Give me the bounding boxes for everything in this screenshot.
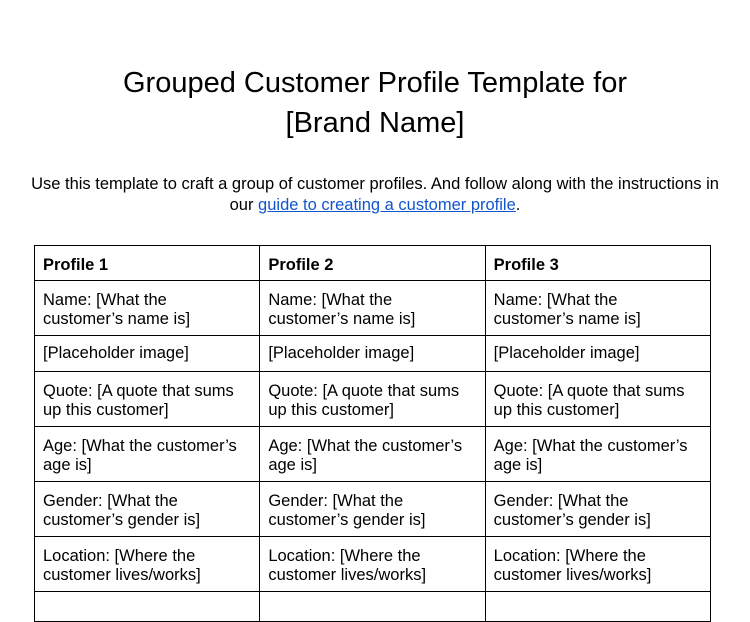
table-cell[interactable]: Age: [What the customer’s age is] xyxy=(485,427,710,482)
intro-text-end: . xyxy=(515,196,521,214)
table-cell[interactable]: Gender: [What the customer’s gender is] xyxy=(485,482,710,537)
page-title-line-1: Grouped Customer Profile Template for xyxy=(123,67,627,100)
page-title xyxy=(0,63,750,143)
table-cell[interactable]: [Placeholder image] xyxy=(485,336,710,372)
table-cell[interactable]: [Placeholder image] xyxy=(260,336,485,372)
table-cell[interactable]: Name: [What the customer’s name is] xyxy=(35,281,260,336)
table-header-row xyxy=(35,246,711,281)
page-title-line-2: [Brand Name] xyxy=(285,107,465,140)
table-cell[interactable]: Gender: [What the customer’s gender is] xyxy=(35,482,260,537)
table-cell[interactable] xyxy=(35,592,260,622)
table-cell[interactable]: Gender: [What the customer’s gender is] xyxy=(260,482,485,537)
header-cell-profile-2[interactable]: Profile 2 xyxy=(260,246,485,281)
table-cell[interactable]: Quote: [A quote that sums up this customer] xyxy=(485,372,710,427)
table-row-gender xyxy=(35,482,711,537)
intro-text: Use this template to craft a group of customer profiles. And follow along with the instructions in our xyxy=(31,174,719,214)
table-cell[interactable]: Age: [What the customer’s age is] xyxy=(35,427,260,482)
table-cell[interactable]: Age: [What the customer’s age is] xyxy=(260,427,485,482)
table-cell[interactable]: Name: [What the customer’s name is] xyxy=(260,281,485,336)
profiles-table xyxy=(34,245,711,622)
table-cell[interactable] xyxy=(260,592,485,622)
table-row-partial xyxy=(35,592,711,622)
table-cell[interactable]: Location: [Where the customer lives/works] xyxy=(260,537,485,592)
table-cell[interactable]: Location: [Where the customer lives/works] xyxy=(35,537,260,592)
table-cell[interactable]: [Placeholder image] xyxy=(35,336,260,372)
intro-paragraph xyxy=(30,174,720,217)
table-row-image xyxy=(35,336,711,372)
header-cell-profile-1[interactable]: Profile 1 xyxy=(35,246,260,281)
table-cell[interactable]: Name: [What the customer’s name is] xyxy=(485,281,710,336)
table-row-quote xyxy=(35,372,711,427)
table-cell[interactable]: Location: [Where the customer lives/works] xyxy=(485,537,710,592)
guide-link[interactable]: guide to creating a customer profile xyxy=(258,196,516,214)
header-cell-profile-3[interactable]: Profile 3 xyxy=(485,246,710,281)
table-row-age xyxy=(35,427,711,482)
table-row-name xyxy=(35,281,711,336)
table-cell[interactable]: Quote: [A quote that sums up this customer] xyxy=(260,372,485,427)
table-cell[interactable] xyxy=(485,592,710,622)
table-cell[interactable]: Quote: [A quote that sums up this customer] xyxy=(35,372,260,427)
table-row-location xyxy=(35,537,711,592)
